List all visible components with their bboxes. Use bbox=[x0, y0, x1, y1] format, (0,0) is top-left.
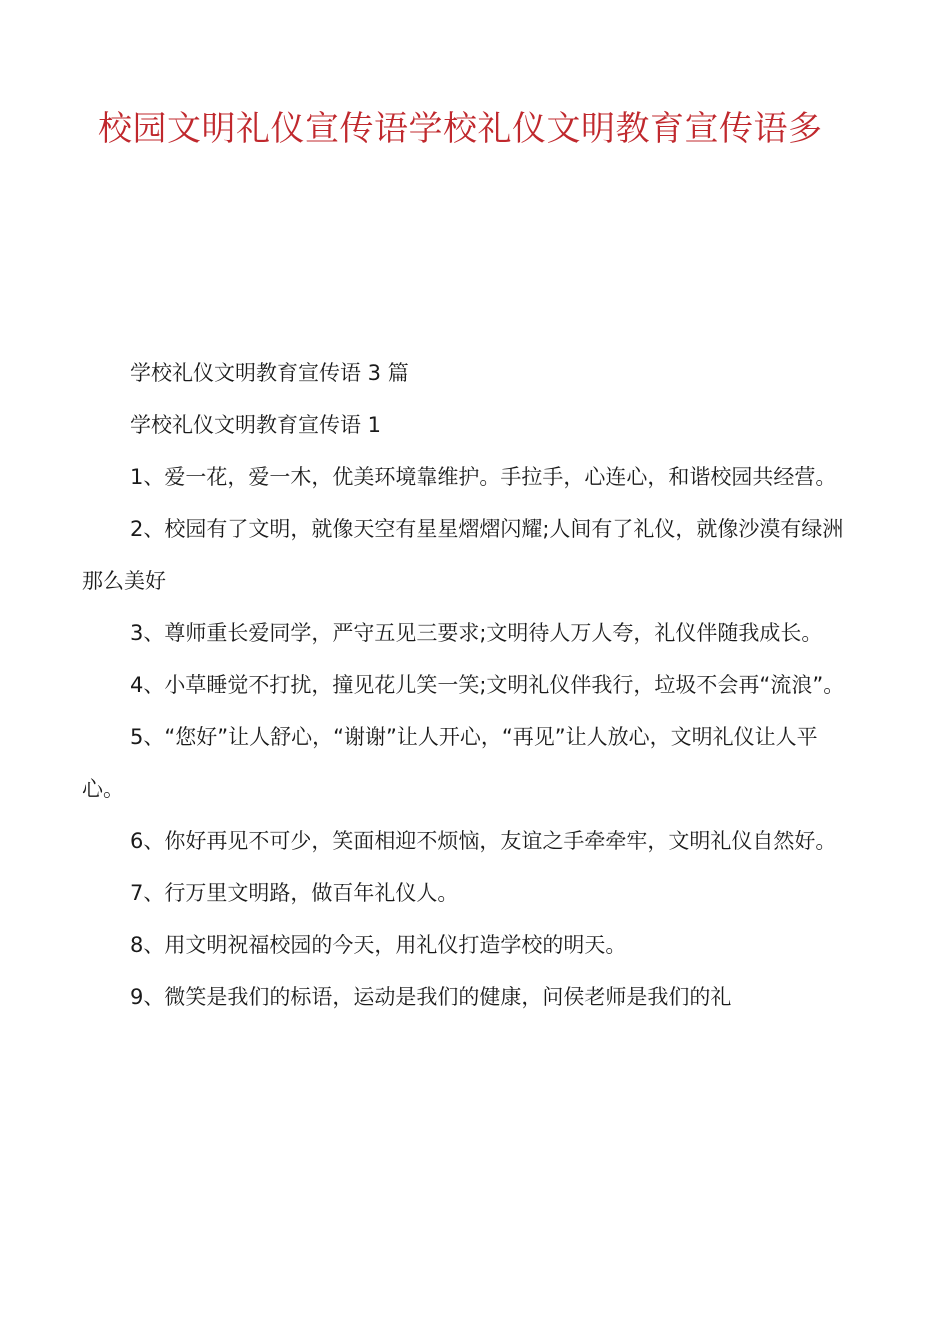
document-subtitle: 学校礼仪文明教育宣传语 3 篇 bbox=[130, 361, 409, 385]
document-body bbox=[82, 347, 857, 1023]
slogan-item-6: 6、你好再见不可少，笑面相迎不烦恼，友谊之手牵牵牢，文明礼仪自然好。 bbox=[130, 829, 837, 853]
slogan-item-5: 5、“您好”让人舒心，“谢谢”让人开心，“再见”让人放心，文明礼仪让人平心。 bbox=[82, 725, 818, 801]
slogan-item-1: 1、爱一花，爱一木，优美环境靠维护。手拉手，心连心，和谐校园共经营。 bbox=[130, 465, 837, 489]
slogan-item-7: 7、行万里文明路，做百年礼仪人。 bbox=[130, 881, 459, 905]
document-title: 校园文明礼仪宣传语学校礼仪文明教育宣传语多 bbox=[98, 109, 823, 149]
slogan-item-4: 4、小草睡觉不打扰，撞见花儿笑一笑;文明礼仪伴我行，垃圾不会再“流浪”。 bbox=[130, 673, 845, 697]
slogan-item-3: 3、尊师重长爱同学，严守五见三要求;文明待人万人夸，礼仪伴随我成长。 bbox=[130, 621, 823, 645]
slogan-item-8: 8、用文明祝福校园的今天，用礼仪打造学校的明天。 bbox=[130, 933, 627, 957]
slogan-item-9: 9、微笑是我们的标语，运动是我们的健康，问侯老师是我们的礼 bbox=[130, 985, 732, 1009]
section-heading: 学校礼仪文明教育宣传语 1 bbox=[130, 413, 382, 437]
slogan-item-2: 2、校园有了文明，就像天空有星星熠熠闪耀;人间有了礼仪，就像沙漠有绿洲那么美好 bbox=[82, 517, 844, 593]
